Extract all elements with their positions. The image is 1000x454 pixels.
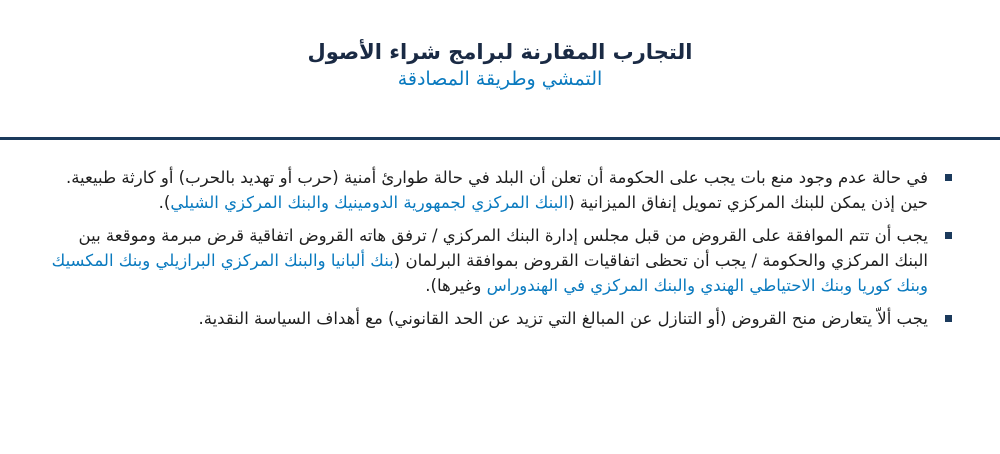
slide-subtitle: التمشي وطريقة المصادقة (397, 68, 603, 90)
bullet-text: يجب ألاّ يتعارض منح القروض (أو التنازل عن المبالغ التي تزيد عن الحد القانوني) مع أهداف السياسة النقدية. (198, 309, 928, 328)
square-bullet-icon (945, 174, 952, 181)
bullet-item-1 (40, 165, 958, 215)
bullet-highlight: البنك المركزي لجمهورية الدومينيك والبنك المركزي الشيلي (170, 193, 569, 212)
header-divider (0, 137, 1000, 140)
square-bullet-icon (945, 315, 952, 322)
bullet-item-3 (40, 306, 958, 331)
slide-title: التجارب المقارنة لبرامج شراء الأصول (307, 40, 693, 64)
slide-header (0, 38, 1000, 92)
bullet-suffix: وغيرها). (425, 276, 487, 295)
bullet-list (40, 165, 958, 339)
square-bullet-icon (945, 232, 952, 239)
bullet-highlight: بنك ألبانيا والبنك المركزي البرازيلي وبنك المكسيك وبنك كوريا وبنك الاحتياطي الهندي والبنك المركزي في الهندوراس (51, 251, 928, 295)
bullet-text: يجب أن تتم الموافقة على القروض من قبل مجلس إدارة البنك المركزي / ترفق هاته القروض اتفاقية قرض مبرمة وموقعة بين البنك المركزي والحكومة / يجب أن تحظى اتفاقيات القروض بموافقة البرلمان ( (78, 226, 928, 270)
bullet-item-2 (40, 223, 958, 298)
bullet-text: في حالة عدم وجود منع بات يجب على الحكومة أن تعلن أن البلد في حالة طوارئ أمنية (حرب أو تهديد بالحرب) أو كارثة طبيعية. حين إذن يمكن للبنك المركزي تمويل إنفاق الميزانية ( (65, 168, 928, 212)
bullet-suffix: ). (158, 193, 171, 212)
